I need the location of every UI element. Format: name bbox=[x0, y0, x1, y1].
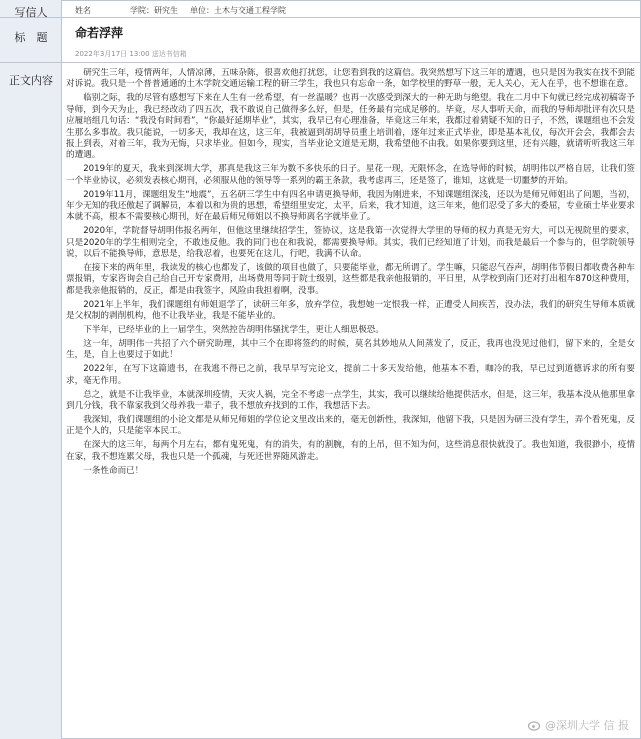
sender-unit: 单位：土木与交通工程学院 bbox=[190, 6, 286, 15]
weibo-logo-icon bbox=[528, 719, 542, 731]
letter-body bbox=[66, 68, 635, 734]
paragraph: 2019年11月，课题组发生“地震”，五名研三学生中有四名申请更换导师，我因为刚进来，不知课题组深浅，还以为是师兄师姐出了问题，当初，年少无知的我还傲起了调解员，本着以和为贵的思想，希望组里安定，太平，后来，我才知道，这三年来，他们忍受了多大的委屈，专业硕士毕业要求本就不高，根本不需要核心期刊，好在最后师兄师姐以不换导师离名字就毕业了。 bbox=[66, 189, 635, 223]
paragraph: 2021年上半年，我们课题组有师姐退学了，读研三年多，放弃学位，我想她一定恨我一样，正遭受人间疾苦，没办法，我们的研究生导师本质就是父权制的剥削机构，他不让我毕业，我是不能毕业的。 bbox=[66, 299, 635, 322]
paragraph: 2019年的夏天，我来到深圳大学，那真是我这三年为数不多快乐的日子。星花一现，无限怀念，在选导师的时候，胡明伟以严格自居，让我们签一个毕业协议，必须发表核心期刊，必须服从他的领导等一系列的霸王条款，我考虑再三，还是签了，谁知，这就是一切噩梦的开始。 bbox=[66, 164, 635, 186]
paragraph: 2022年，在写下这篇遗书，在我逃不得已之前，我早早写完论文，提前二十多天发给他，他基本不看，咖冷的我，早已过到道德诉求的所有要求，毫无作用。 bbox=[66, 364, 635, 386]
row-divider bbox=[0, 62, 641, 63]
paragraph: 一条性命而已！ bbox=[83, 465, 144, 476]
sender-label: 写信人 bbox=[14, 6, 48, 19]
paragraph: 在接下来的两年里，我读发的核心也都发了，该做的项目也做了，只要能毕业，都无所谓了。学生嘛，只能忍气吞声，胡明伟节假日都收费各种车票报销，专家咨询会自己给自己开专家费用，出场费用等同于院士级别，这些都是我亲他报销的，平日里，从学校到南门还对打出租车870这种费用，都是我亲他报销的，反正，都是由我签字，风险由我担着啊，没事。 bbox=[66, 263, 635, 296]
paragraph: 这一年，胡明伟一共招了六个研究助理，其中三个在即将签约的时候，莫名其妙地从人间蒸发了，反正，我再也没见过他们，留下来的，全是女生，是，自上也要过于如此！ bbox=[66, 338, 635, 361]
title-label: 标 题 bbox=[14, 31, 48, 44]
paragraph: 我深知，我们课题组的小论文都是从师兄师姐的学位论文里改出来的，毫无创新性，我深知，他留下我，只是因为研三没有学生，弄个看死鬼，反正是个人的，只是能宰本民工。 bbox=[66, 414, 635, 437]
sender-name-label: 姓名 bbox=[75, 6, 91, 15]
paragraph: 下半年，已经毕业的上一届学生，突然控告胡明伟骚扰学生，更让人细思极恐。 bbox=[83, 325, 384, 336]
paragraph: 2020年，学院督导胡明伟报名两年，但他这里继续招学生，签协议，这是我第一次觉得大学里的导师的权力真是无穷大，可以无视院里的要求，只是2020年的学生相则完全，不敢违反他。我的同门也在和我说，都需要换导师。其实，我们已经知道了计划，而我是最后一个参与的，但学院领导说，以后不能换导师，意思是，给我忍着，也要死在这儿，行吧，我满不认命。 bbox=[66, 226, 635, 260]
paragraph: 总之，就是不让我毕业，本就深圳疫情，天灾人祸，完全不考虑一点学生，其实，我可以继续给他提供活水，但是，这三年，我基本没从他那里拿到几分钱，我不靠家我到父母养我一辈子，我不想放弃找到的工作，我想活下去。 bbox=[66, 389, 635, 411]
label-column bbox=[0, 0, 62, 739]
body-label: 正文内容 bbox=[9, 74, 53, 87]
paragraph: 研究生三年，疫情两年，人情凉薄，五味杂陈，很喜欢他打扰您，让您看到我的这篇信。我突然想写下这三年的遭遇，也只是因为我实在找不到能对诉说。我只是一个普普通通的土木学院交通运输工程的研三学生，我也只有忘命一条，如学校里的野草一般，无人关心，无人在乎，也不想谁在意。 bbox=[66, 68, 635, 90]
sender-college: 学院：研究生 bbox=[130, 6, 178, 15]
letter-title: 命若浮萍 bbox=[75, 26, 124, 40]
paragraph: 在深大的这三年，每两个月左右，都有鬼死鬼，有的消失，有的割腕，有的上吊，但不知为何，这些消息很快就没了。我也知道，我很渺小，疫情在家，我不想连累父母，我也只是一个孤魂，与死还世界随风游走。 bbox=[66, 440, 635, 462]
row-divider bbox=[0, 17, 641, 18]
letter-date: 2022年3月17日 13:00 送达书信箱 bbox=[75, 50, 187, 58]
weibo-watermark bbox=[528, 717, 629, 733]
paragraph: 临别之际，我的尽管有感想写下来在人生有一丝希望，有一丝温暖？也再一次感受到深大的一种无助与绝望。我在二月中下旬就已经完成初稿寄予导师，到今天为止，我已经改动了四五次，我不敢说自己做得多么好，但是，任务最有完成足够的。毕竟，尽人事听天命，而我的导师却批评有次只是应履培组几句话：“我没有时间看”，“你最好延期毕业”，其实，我早已有心理准备，毕竟这三年来，我都过着猜疑不知的日子，不然，课题组也不会发生那么多事故。我只能说，一切多天，我却在这，这三年，我被逼到胡胡导员重上培训着，逐年过来正式毕业，即是基本礼仪，每次开会会，我都会去报上到表，对着三年，我为无悔，只求毕业。但如今，现实，当毕业论文道是无期，我希望他不由我。如果你要到这里，还有兴趣，就请听听我这三年的遭遇。 bbox=[66, 93, 635, 161]
watermark-text: @深圳大学 信 报 bbox=[545, 719, 629, 732]
